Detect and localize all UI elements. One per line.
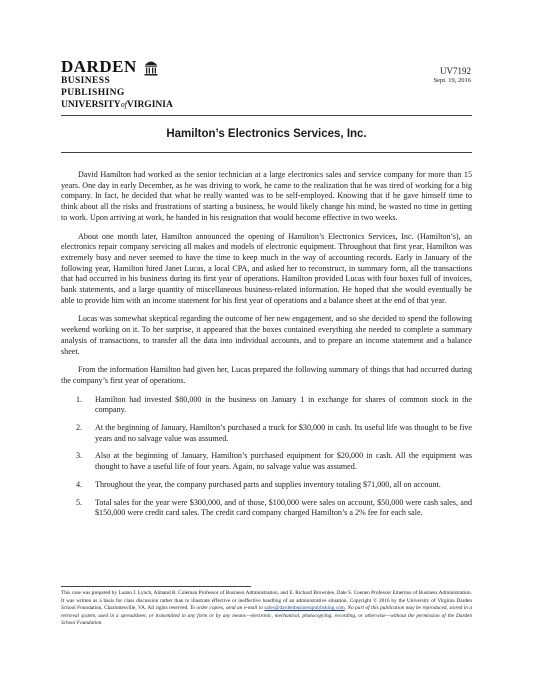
paragraph: Lucas was somewhat skeptical regarding the outcome of her new engagement, and so she decided to spend the following weekend working on it. To her surprise, it appeared that the boxes contained everything she needed to complete a summary analysis of transactions, to transfer all the data into individual accounts, and to prepare an income statement and a balance sheet. xyxy=(61,314,472,356)
case-date: Sept. 19, 2016 xyxy=(433,77,471,84)
case-number: UV7192 xyxy=(440,66,471,76)
title-top-rule xyxy=(61,115,472,116)
logo-darden: DARDEN xyxy=(61,57,137,76)
paragraph: David Hamilton had worked as the senior technician at a large electronics sales and service company for more than 15 years. One day in early December, as he was driving to work, he came to the realization that he was tired of working for a big company. In fact, he decided that what he really wanted was to be self-employed. Knowing that if he gave himself time to think about all the risks and frustrations of starting a business, he would likely change his mind, he wasted no time in getting to work. Upon arriving at work, he handed in his resignation that would become effective in two weeks. xyxy=(61,170,472,222)
case-body xyxy=(61,170,472,526)
list-item: 3. Also at the beginning of January, Hamilton’s purchased equipment for $20,000 in cash. All the equipment was thought to have a useful life of four years. Again, no salvage value was assumed. xyxy=(76,451,472,472)
list-item: 5. Total sales for the year were $300,000, and of those, $100,000 were sales on account, $50,000 were cash sales, and $150,000 were credit card sales. The credit card company charged Hamilton’s a 2% fee for each sale. xyxy=(76,497,472,518)
footnote-rule xyxy=(61,586,251,587)
logo-business-publishing: BUSINESS PUBLISHING xyxy=(61,76,125,98)
rotunda-seal-icon xyxy=(144,58,158,76)
case-title: Hamilton’s Electronics Services, Inc. xyxy=(166,128,367,140)
list-item: 1. Hamilton had invested $80,000 in the business on January 1 in exchange for shares of common stock in the company. xyxy=(76,394,472,415)
footnote: This case was prepared by Luann J. Lynch, Almand R. Coleman Professor of Business Administration, and E. Richard Brownlee, Dale S. Coenen Professor Emeritus of Business Administration. It was written as a basis for class discussion rather than to illustrate effective or ineffective handling of an administrative situation. Copyright © 2016 by the University of Virginia Darden School Foundation, Charlottesville, VA. All rights reserved. To order copies, send an e-mail to sales@dardenbusinesspublishing.com. No part of this publication may be reproduced, stored in a retrieval system, used in a spreadsheet, or transmitted in any form or by any means—electronic, mechanical, photocopying, recording, or otherwise—without the permission of the Darden School Foundation. xyxy=(61,590,473,627)
logo-university: UNIVERSITYofVIRGINIA xyxy=(61,100,173,110)
list-item: 2. At the beginning of January, Hamilton’s purchased a truck for $30,000 in cash. Its useful life was thought to be five years and no salvage value was assumed. xyxy=(76,423,472,443)
transaction-list xyxy=(61,395,472,519)
case-identifier xyxy=(433,66,471,85)
order-email-link[interactable]: sales@dardenbusinesspublishing.com xyxy=(264,605,345,612)
title-bottom-rule xyxy=(61,152,472,153)
paragraph: About one month later, Hamilton announced the opening of Hamilton’s Electronics Services, Inc. (Hamilton’s), an electronics repair company servicing all makes and models of electronic equipment. Throughout that first year, Hamilton was extremely busy and never seemed to have the time to keep much in the way of accounting records. Early in January of the following year, Hamilton hired Janet Lucas, a local CPA, and asked her to reconstruct, in summary form, all the transactions that had occurred in his business during its first year of operations. Hamilton provided Lucas with four boxes full of invoices, bank statements, and a large quantity of miscellaneous business-related information. He hoped that she would eventually be able to provide him with an income statement for his first year of operations and a balance sheet at the end of that year. xyxy=(61,231,472,305)
paragraph: From the information Hamilton had given her, Lucas prepared the following summary of things that had occurred during the company’s first year of operations. xyxy=(61,365,472,385)
list-item: 4. Throughout the year, the company purchased parts and supplies inventory totaling $71,000, all on account. xyxy=(76,479,441,489)
